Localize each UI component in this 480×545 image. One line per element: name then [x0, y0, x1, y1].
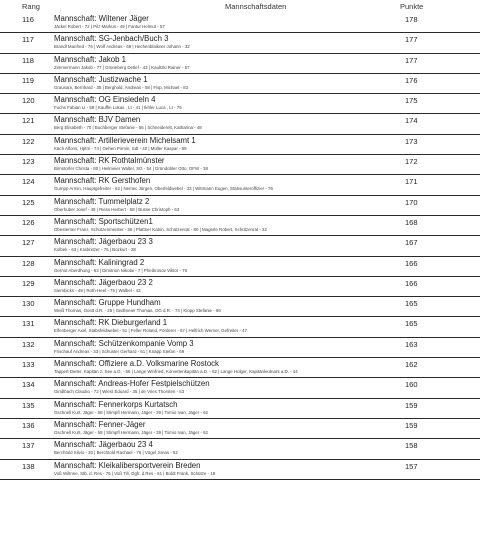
points-cell: 158 — [405, 441, 418, 451]
table-row — [0, 297, 480, 317]
points-cell: 160 — [405, 380, 418, 390]
points-cell: 157 — [405, 461, 418, 471]
team-members: Berchtold Silvio - 30 | Berchtold Rachael - 76 | Vögel Jonas - 52 — [54, 450, 178, 456]
table-row — [0, 317, 480, 337]
team-members: Frischauf Andreas - 33 | Schuster Gerhard - 61 | Knapp Stefan - 69 — [54, 348, 185, 354]
team-name: Mannschaft: RK Gersthofen — [54, 176, 151, 186]
points-cell: 163 — [405, 339, 418, 349]
team-members: Elfenberger Axel, Stabsfeldwebel - 51 | Feller Roland, Förderer - 67 | Helfrich Werner, Gefreiter - 47 — [54, 328, 248, 334]
rank-cell: 135 — [22, 400, 35, 410]
rank-cell: 127 — [22, 238, 35, 248]
team-name: Mannschaft: Fenner-Jäger — [54, 419, 146, 429]
team-members: Oberhuber Josef - 49 | Riess Herbert - 58 | Busse Christoph - 63 — [54, 206, 180, 212]
rank-cell: 137 — [22, 441, 35, 451]
rank-cell: 126 — [22, 217, 35, 227]
rank-cell: 118 — [22, 55, 34, 65]
team-members: Jäckel Robert - 72 | Pilz Markus - 49 | Fantur Helmut - 57 — [54, 24, 165, 29]
points-cell: 171 — [405, 177, 418, 187]
rank-cell: 120 — [22, 96, 35, 106]
team-members: Fuchs Fabian Lt - 59 | Kauffin Lukas , Lt - 41 | Ikhler Luca , Lt - 75 — [54, 105, 182, 111]
team-name: Mannschaft: Jakob 1 — [54, 54, 126, 64]
team-members: Siembicks - 48 | Roth-Heel - 75 | Walbel - 43 — [54, 287, 141, 293]
points-cell: 166 — [405, 278, 418, 288]
team-name: Mannschaft: Wiltener Jäger — [54, 14, 149, 23]
team-name: Mannschaft: Gruppe Hundham — [54, 298, 161, 308]
team-members: Berg Elisabeth - 70 | Buchberger Stefanie - 56 | Schneiderelt, Katharina - 48 — [54, 125, 202, 131]
team-members: Birnstorfer Christa - 80 | Heilmeier Walter, SG - 54 | Gründobler Otto, OFW - 38 — [54, 166, 208, 172]
table-row — [0, 94, 480, 114]
rank-cell: 124 — [22, 177, 35, 187]
table-row — [0, 54, 480, 74]
points-cell: 177 — [405, 35, 418, 45]
team-members: Gumpp Armin, Hauptgefreiter - 62 | Nemec Jürgen, Oberfeldwebel - 33 | Wittmann Eugen, Stabsunteroffizier - 76 — [54, 186, 273, 192]
ranking-table — [0, 13, 480, 480]
rank-cell: 131 — [22, 319, 35, 329]
team-members: Gindlbach Claudio - 72 | Wiest Eduard - 35 | de Vries Thorsten - 53 — [54, 389, 185, 395]
table-row — [0, 135, 480, 155]
points-cell: 170 — [405, 197, 418, 207]
rank-cell: 132 — [22, 339, 35, 349]
rank-cell: 119 — [22, 75, 34, 85]
team-name: Mannschaft: Offiziere a.D. Volksmarine Rostock — [54, 359, 219, 369]
table-row — [0, 399, 480, 419]
team-name: Mannschaft: Justizwache 1 — [54, 74, 148, 84]
team-members: Gschnell Kurt, Jäger - 58 | Stimpfl Hermann, Jäger - 39 | Tomio Ivan, Jäger - 62 — [54, 429, 208, 435]
points-cell: 165 — [405, 319, 418, 329]
team-name: Mannschaft: Sportschützen1 — [54, 216, 153, 226]
team-name: Mannschaft: OG Einsiedeln 4 — [54, 95, 156, 105]
table-row — [0, 175, 480, 195]
points-cell: 159 — [405, 400, 418, 410]
points-cell: 167 — [405, 238, 418, 248]
rank-cell: 138 — [22, 461, 35, 471]
team-members: Gernot Aberdhung - 63 | Dimitrion Nikolai - 7 | Pheibrosov Viktor - 76 — [54, 267, 188, 273]
table-row — [0, 378, 480, 398]
team-name: Mannschaft: SG-Jenbach/Buch 3 — [54, 34, 169, 44]
rank-cell: 130 — [22, 299, 35, 309]
team-members: Käch Alfons, Hptm - 74 | Oehen Pirmin, Sdt - 40 | Müller Kaspar - 59 — [54, 145, 187, 151]
rank-cell: 133 — [22, 360, 35, 370]
team-name: Mannschaft: Jägerbaou 23 4 — [54, 440, 153, 450]
points-cell: 159 — [405, 420, 418, 430]
table-row — [0, 277, 480, 297]
team-name: Mannschaft: Schützenkompanie Vomp 3 — [54, 338, 194, 348]
team-members: Weiß Thomas, Oostt d.R. - 25 | Sedlmeier Thomas, OG d.R. - 74 | Klopp Stefanie - 66 — [54, 308, 221, 314]
rank-cell: 121 — [22, 116, 35, 126]
table-row — [0, 257, 480, 277]
rank-cell: 128 — [22, 258, 35, 268]
points-cell: 173 — [405, 136, 418, 146]
team-name: Mannschaft: RK Rothtalmünster — [54, 156, 165, 166]
table-row — [0, 338, 480, 358]
team-members: Grausam, Bernhard - 35 | Berghold, Andreas - 58 | Fisp, Michael - 83 — [54, 84, 189, 90]
table-row — [0, 358, 480, 378]
points-cell: 166 — [405, 258, 418, 268]
rank-cell: 123 — [22, 157, 35, 167]
team-name: Mannschaft: Jägerbaou 23 2 — [54, 277, 153, 287]
table-row — [0, 13, 480, 33]
team-members: Tappert Dieter, Kapitän z. See a.D. - 56 | Lange Winfried, Korvettenkapitän a.D. - 62 | Lange Holger, Kapitänleutnant a.D. - 44 — [54, 369, 298, 375]
table-row — [0, 460, 480, 480]
team-name: Mannschaft: BJV Damen — [54, 115, 141, 125]
team-name: Mannschaft: Tummelplatz 2 — [54, 196, 150, 206]
rank-column-header: Rang — [22, 2, 40, 11]
rank-cell: 134 — [22, 380, 35, 390]
team-name: Mannschaft: RK Dieburgerland 1 — [54, 318, 168, 328]
table-row — [0, 33, 480, 53]
rank-cell: 122 — [22, 136, 35, 146]
team-members: Gschnell Kurt, Jäger - 58 | Stimpfl Hermann, Jäger - 39 | Tomio Ivan, Jäger - 62 — [54, 409, 208, 415]
team-name: Mannschaft: Artillerieverein Michelsamt 1 — [54, 135, 196, 145]
points-cell: 175 — [405, 96, 418, 106]
points-cell: 165 — [405, 299, 418, 309]
points-cell: 168 — [405, 217, 418, 227]
team-members: Kolbek - 63 | Krabnitzer - 76 | Bozkurt - 28 — [54, 247, 136, 253]
rank-cell: 116 — [22, 15, 34, 24]
table-row — [0, 196, 480, 216]
points-column-header: Punkte — [400, 2, 424, 11]
team-name: Mannschaft: Kaliningrad 2 — [54, 257, 145, 267]
rank-cell: 129 — [22, 278, 35, 288]
team-name: Mannschaft: Jägerbaou 23 3 — [54, 237, 153, 247]
team-members: Obesterner Franz, Schützenmeister - 56 | Plattner Katrin, Schützenrat - 80 | Magerle Robert, Schützenrat - 32 — [54, 226, 267, 232]
team-data-column-header: Mannschaftsdaten — [225, 2, 287, 11]
points-cell: 162 — [405, 360, 418, 370]
team-members: Voß Wiltnne, Stb. d. Res - 76 | Voß Till, Ogfr. d.Res - 61 | Boldt Frank, Schütze - 18 — [54, 470, 216, 476]
table-row — [0, 236, 480, 256]
table-row — [0, 439, 480, 459]
table-row — [0, 114, 480, 134]
points-cell: 177 — [405, 55, 418, 65]
rank-cell: 136 — [22, 420, 35, 430]
team-members: Zimmermann Jakob - 77 | Grüneberg Detlef - 43 | Kaultzki Rainer - 57 — [54, 64, 190, 70]
table-row — [0, 216, 480, 236]
team-name: Mannschaft: Andreas-Hofer Festpielschützen — [54, 379, 210, 389]
table-row — [0, 155, 480, 175]
points-cell: 174 — [405, 116, 418, 126]
team-name: Mannschaft: Fennerkorps Kurtatsch — [54, 399, 178, 409]
rank-cell: 125 — [22, 197, 35, 207]
points-cell: 172 — [405, 157, 418, 167]
team-members: Brandl Manfred - 76 | Wolf Andreas - 69 | Hechenblaikner Johann - 32 — [54, 44, 190, 50]
table-row — [0, 419, 480, 439]
team-name: Mannschaft: Kleikalibersportverein Breden — [54, 460, 201, 470]
table-row — [0, 74, 480, 94]
rank-cell: 117 — [22, 35, 34, 45]
points-cell: 176 — [405, 75, 418, 85]
points-cell: 178 — [405, 15, 418, 24]
